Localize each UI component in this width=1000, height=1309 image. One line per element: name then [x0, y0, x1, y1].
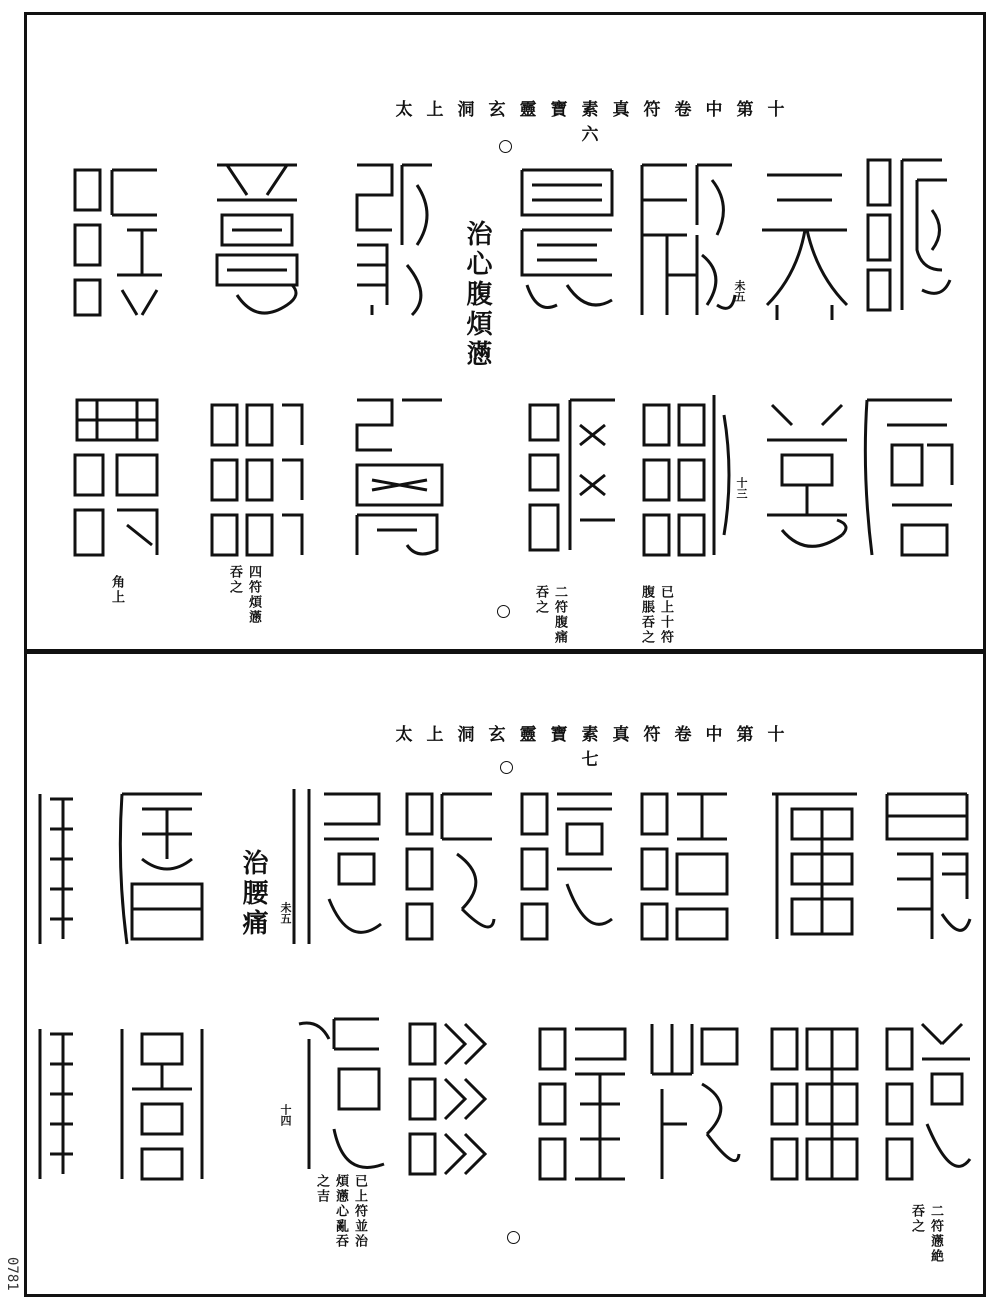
talisman-seal: [289, 1009, 389, 1189]
registration-circle: [500, 761, 513, 774]
talisman-seal: [882, 1014, 972, 1189]
talisman-caption: 二符懣絶吞之: [909, 1204, 943, 1264]
talisman-seal: [402, 779, 497, 949]
talisman-caption: 四符煩懣吞之: [227, 565, 261, 625]
section-title: 治腰痛: [238, 849, 268, 939]
talisman-seal: [35, 779, 75, 949]
registration-circle: [497, 605, 510, 618]
registration-circle: [507, 1231, 520, 1244]
talisman-seal: [67, 385, 167, 565]
talisman-seal: [517, 155, 617, 325]
talisman-caption: 角上: [109, 575, 124, 605]
talisman-seal: [525, 385, 620, 565]
talisman-note: 未五: [733, 280, 746, 302]
top-page: [24, 12, 986, 652]
talisman-seal: [762, 385, 852, 565]
talisman-note: 十四: [279, 1104, 292, 1126]
talisman-seal: [289, 779, 384, 949]
talisman-seal: [862, 385, 957, 565]
talisman-seal: [405, 1009, 505, 1189]
talisman-seal: [207, 385, 307, 565]
talisman-seal: [112, 1009, 212, 1189]
talisman-seal: [347, 385, 447, 565]
talisman-seal: [112, 779, 212, 949]
talisman-caption: 已上十符腹脹吞之: [639, 585, 673, 645]
section-title: 治心腹煩懣: [462, 220, 492, 370]
page-header: 太上洞玄靈寶素真符卷中第十六: [395, 100, 799, 145]
talisman-seal: [637, 779, 732, 949]
talisman-caption: 二符腹痛吞之: [533, 585, 567, 645]
talisman-seal: [882, 779, 972, 949]
registration-circle: [499, 140, 512, 153]
talisman-seal: [757, 155, 852, 325]
talisman-seal: [35, 1014, 75, 1189]
page-number: 0781: [4, 1257, 20, 1291]
bottom-page: [24, 652, 986, 1297]
talisman-seal: [637, 155, 737, 325]
talisman-seal: [207, 155, 307, 325]
talisman-seal: [862, 150, 952, 320]
talisman-seal: [535, 1014, 630, 1189]
talisman-note: 十三: [735, 477, 748, 499]
talisman-seal: [639, 385, 734, 565]
talisman-note: 未五: [279, 902, 292, 924]
talisman-seal: [347, 155, 437, 325]
talisman-seal: [517, 779, 617, 949]
talisman-seal: [767, 1014, 862, 1189]
talisman-seal: [767, 779, 862, 949]
talisman-seal: [647, 1014, 742, 1189]
talisman-seal: [67, 155, 167, 325]
page-header: 太上洞玄靈寶素真符卷中第十七: [395, 725, 799, 770]
talisman-caption: 已上符並治煩懣心亂吞之吉: [314, 1174, 367, 1249]
